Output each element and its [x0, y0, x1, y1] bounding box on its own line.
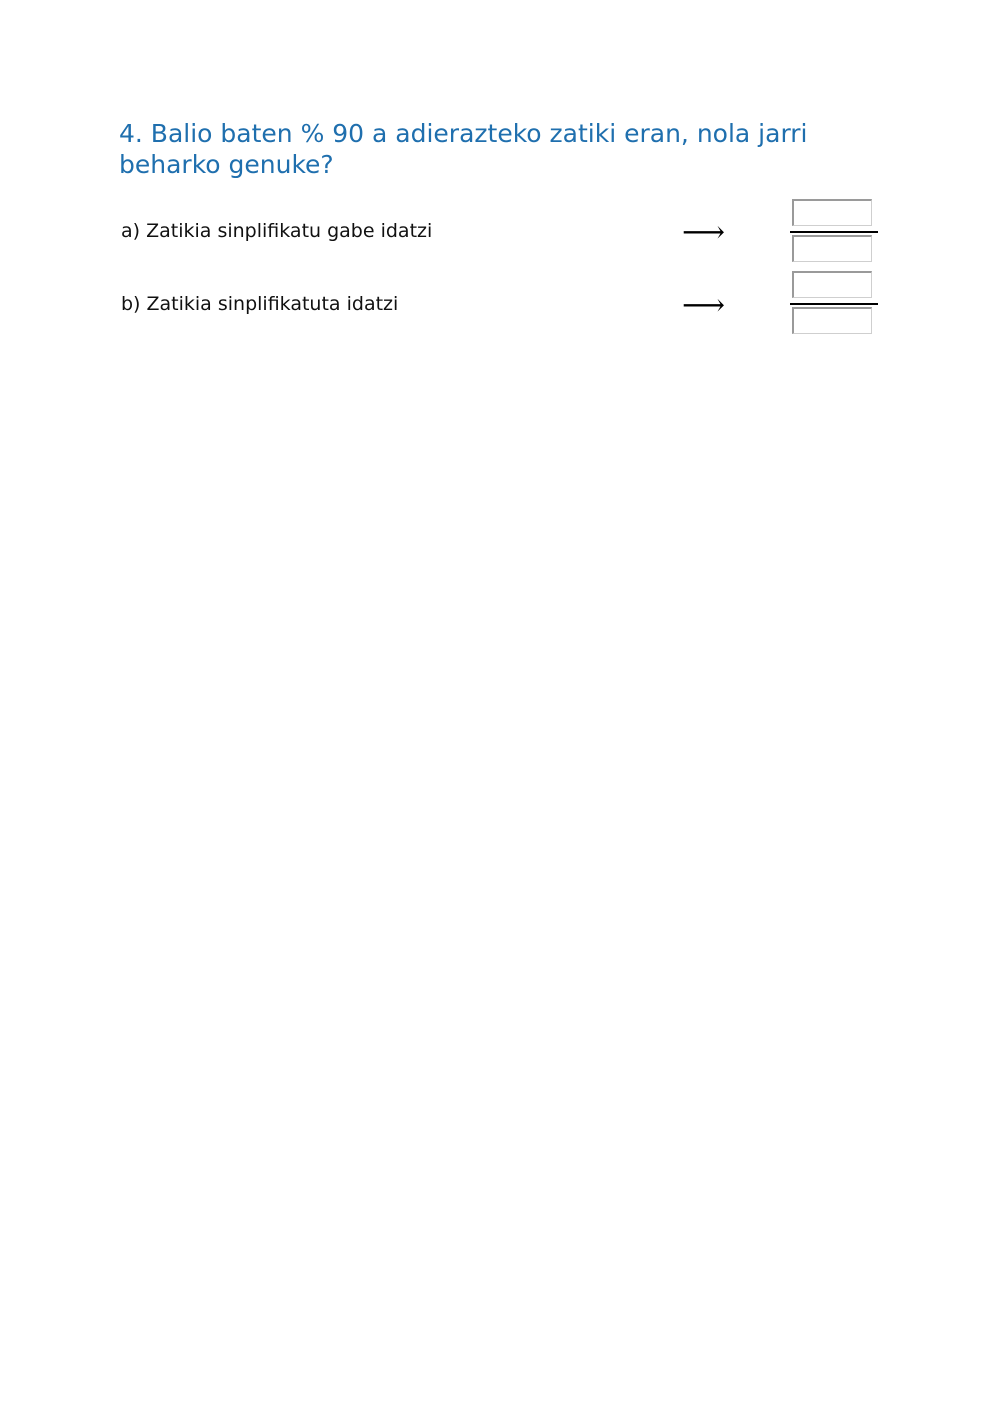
item-b-fraction [790, 271, 878, 335]
question-title: 4. Balio baten % 90 a adierazteko zatiki eran, nola jarri beharko genuke? [119, 119, 808, 179]
item-b-numerator-input[interactable] [792, 271, 872, 298]
item-b-arrow-icon: ⟶ [682, 288, 726, 323]
item-a-denominator-input[interactable] [792, 235, 872, 262]
item-a-label: a) Zatikia sinplifikatu gabe idatzi [121, 220, 433, 242]
item-b-fraction-bar [790, 303, 878, 305]
item-b-denominator-input[interactable] [792, 307, 872, 334]
item-b-label: b) Zatikia sinplifikatuta idatzi [121, 293, 399, 315]
item-a-fraction [790, 199, 878, 263]
item-a-arrow-icon: ⟶ [682, 215, 726, 250]
item-a-numerator-input[interactable] [792, 199, 872, 226]
item-a-fraction-bar [790, 231, 878, 233]
